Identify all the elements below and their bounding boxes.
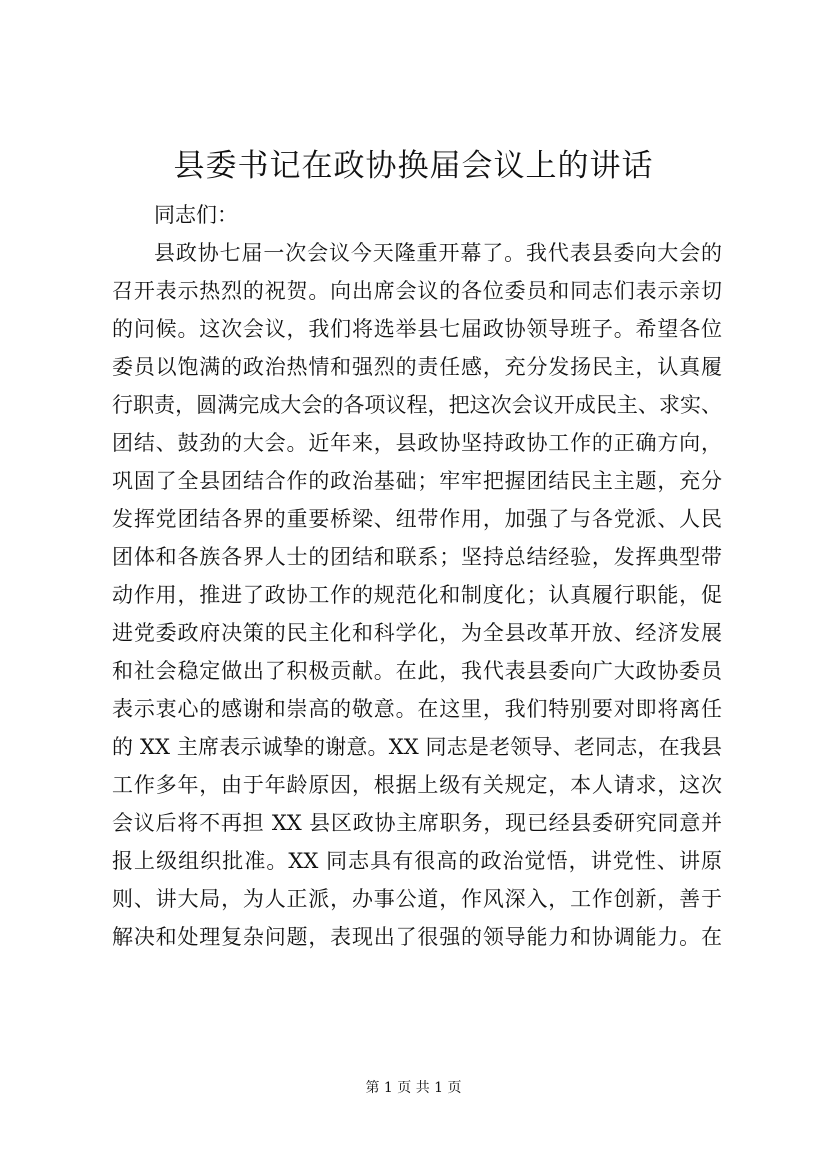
body-line: 的 XX 主席表示诚挚的谢意。XX 同志是老领导、老同志，在我县 xyxy=(112,735,722,759)
body-line: 动作用，推进了政协工作的规范化和制度化；认真履行职能，促 xyxy=(112,583,722,607)
body-line: 巩固了全县团结合作的政治基础；牢牢把握团结民主主题，充分 xyxy=(112,469,722,493)
body-line: 解决和处理复杂问题，表现出了很强的领导能力和协调能力。在 xyxy=(112,925,722,949)
document-title: 县委书记在政协换届会议上的讲话 xyxy=(173,148,654,184)
body-line: 团结、鼓劲的大会。近年来，县政协坚持政协工作的正确方向， xyxy=(112,431,722,455)
body-line: 县政协七届一次会议今天隆重开幕了。我代表县委向大会的 xyxy=(154,241,722,265)
body-line: 团体和各族各界人士的团结和联系；坚持总结经验，发挥典型带 xyxy=(112,545,722,569)
body-line: 委员以饱满的政治热情和强烈的责任感，充分发扬民主，认真履 xyxy=(112,355,722,379)
body-line: 的问候。这次会议，我们将选举县七届政协领导班子。希望各位 xyxy=(112,317,722,341)
body-line: 发挥党团结各界的重要桥梁、纽带作用，加强了与各党派、人民 xyxy=(112,507,722,531)
body-line: 工作多年，由于年龄原因，根据上级有关规定，本人请求，这次 xyxy=(112,773,722,797)
body-line: 进党委政府决策的民主化和科学化，为全县改革开放、经济发展 xyxy=(112,621,722,645)
page-footer: 第 1 页 共 1 页 xyxy=(365,1080,462,1096)
document-body xyxy=(112,196,722,956)
body-line: 和社会稳定做出了积极贡献。在此，我代表县委向广大政协委员 xyxy=(112,659,722,683)
body-line: 行职责，圆满完成大会的各项议程，把这次会议开成民主、求实、 xyxy=(112,393,722,417)
body-line: 表示衷心的感谢和崇高的敬意。在这里，我们特别要对即将离任 xyxy=(112,697,722,721)
body-line: 召开表示热烈的祝贺。向出席会议的各位委员和同志们表示亲切 xyxy=(112,279,722,303)
body-line: 会议后将不再担 XX 县区政协主席职务，现已经县委研究同意并 xyxy=(112,811,722,835)
body-line: 则、讲大局，为人正派，办事公道，作风深入，工作创新，善于 xyxy=(112,887,722,911)
body-line: 报上级组织批准。XX 同志具有很高的政治觉悟，讲党性、讲原 xyxy=(112,849,722,873)
salutation: 同志们： xyxy=(154,203,238,227)
